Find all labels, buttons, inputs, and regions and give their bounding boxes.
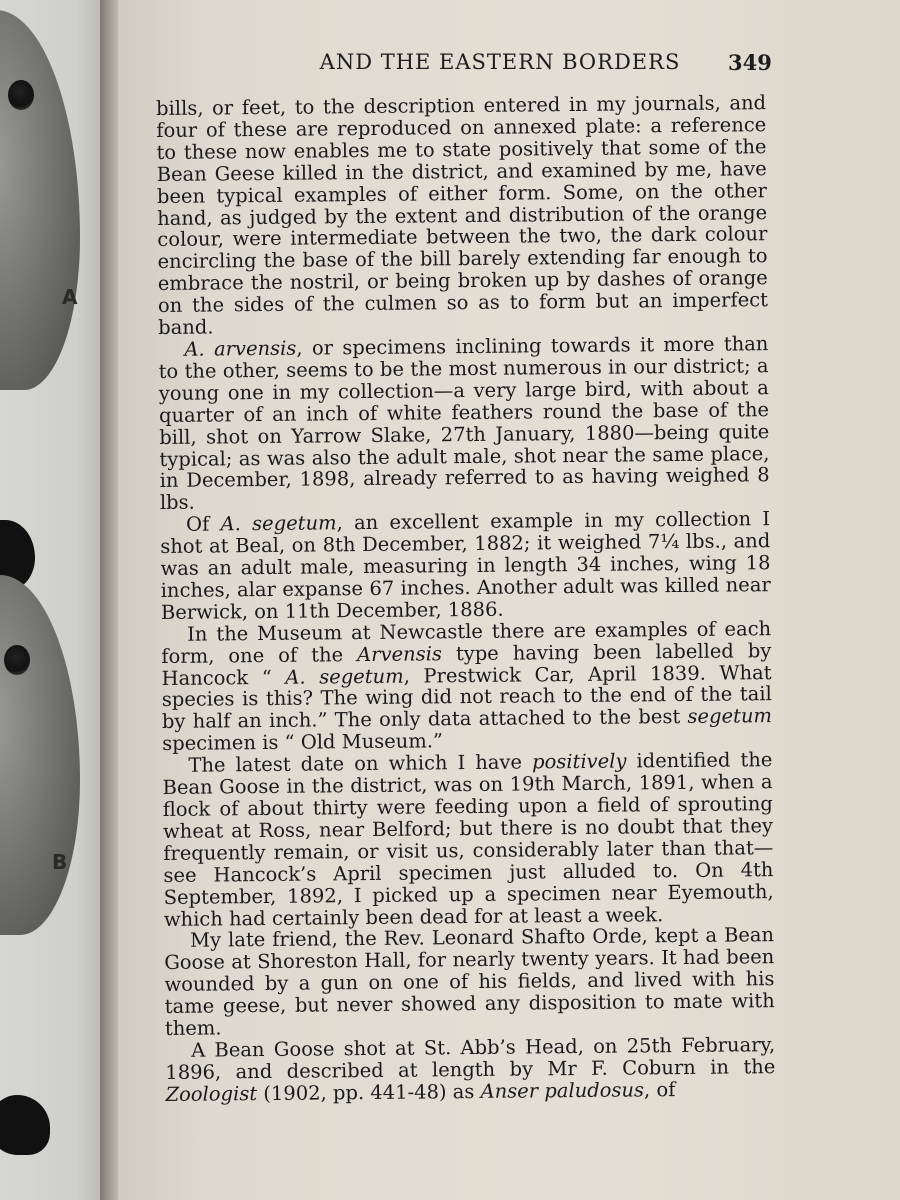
book-page xyxy=(118,0,900,1200)
italic-term: positively xyxy=(531,749,627,774)
paragraph-p5 xyxy=(162,749,774,930)
text-run: (1902, pp. 441-48) as xyxy=(257,1079,481,1105)
italic-term: Arvensis xyxy=(357,641,443,666)
running-head: AND THE EASTERN BORDERS xyxy=(319,50,681,74)
italic-term: Anser paludosus xyxy=(480,1078,645,1103)
goose-head-illustration-b xyxy=(0,575,80,935)
italic-term: A. segetum xyxy=(220,511,337,536)
text-run: , Prestwick Car, April 1839. What species is this? The wing did not reach to the end of the tail by half an inch.” The only data attached to the best xyxy=(161,660,772,734)
paragraph-p1 xyxy=(156,92,768,339)
text-run: My late friend, the Rev. Leonard Shafto Orde, kept a Bean Goose at Shoreston Hall, for nearly twenty years. It had been wounded by a gun on one of his fields, and lived with his tame geese, but never showed any disposition to mate with them. xyxy=(164,923,775,1041)
text-run: The latest date on which I have xyxy=(188,750,533,777)
text-run: , or specimens inclining towards it more than to the other, seems to be the most numerous in our district; a young one in my collection—a very large bird, with about a quarter of an inch of white feathers round the base of the bill, shot on Yarrow Slake, 27th January, 1880—being quite typical; as was also the adult male, shot near the same place, in December, 1898, already referred to as having weighed 8 lbs. xyxy=(158,332,770,515)
page-number: 349 xyxy=(728,50,772,75)
paragraph-p7 xyxy=(165,1034,776,1106)
text-run: A Bean Goose shot at St. Abb’s Head, on 25th February, 1896, and described at length by Mr F. Coburn in the xyxy=(165,1033,776,1084)
paragraph-p4 xyxy=(161,618,772,755)
plate-label-b: B xyxy=(52,850,68,874)
body-text xyxy=(156,92,776,1105)
goose-head-illustration-a xyxy=(0,10,80,390)
plate-label-a: A xyxy=(62,285,78,309)
italic-term: Zoologist xyxy=(165,1081,258,1106)
text-run: , of xyxy=(643,1077,676,1102)
text-run: identified the Bean Goose in the district, was on 19th March, 1891, when a flock of about thirty were feeding upon a field of sprouting wheat at Ross, near Belford; but there is no doubt that they frequently remain, or visit us, considerably later than that—see Hancock’s April specimen just alluded to. On 4th September, 1892, I picked up a specimen near Eyemouth, which had certainly been dead for at least a week. xyxy=(162,748,774,931)
paragraph-p3 xyxy=(160,508,771,623)
italic-term: A. segetum xyxy=(285,664,404,689)
italic-term: segetum xyxy=(687,704,773,729)
facing-plate-illustration xyxy=(0,0,108,1200)
text-run: In the Museum at Newcastle there are examples of each form, one of the xyxy=(161,616,772,668)
italic-term: A. arvensis xyxy=(184,336,297,361)
text-run: type having been labelled by Hancock “ xyxy=(161,638,772,690)
goose-eye-b xyxy=(4,645,30,675)
goose-bill-lower xyxy=(0,1095,50,1155)
goose-eye-a xyxy=(8,80,34,110)
paragraph-p2 xyxy=(158,333,770,514)
text-run: bills, or feet, to the description entered in my journals, and four of these are reproduced on annexed plate: a reference to these now enables me to state positively that some of the Bean Geese killed in the district, and examined by me, have been typical examples of either form. Some, on the other hand, as judged by the extent and distribution of the orange colour, were intermediate between the two, the dark colour encircling the base of the bill barely extending far enough to embrace the nostril, or being broken up by dashes of orange on the sides of the culmen so as to form but an imperfect band. xyxy=(155,91,769,340)
paragraph-p6 xyxy=(164,925,775,1040)
text-run: , an excellent example in my collection I shot at Beal, on 8th December, 1882; it weighed 7¼ lbs., and was an adult male, measuring in length 34 inches, wing 18 inches, alar expanse 67 inches. Another adult was killed near Berwick, on 11th December, 1886. xyxy=(160,507,771,624)
text-run: specimen is “ Old Museum.” xyxy=(162,729,444,756)
text-run: Of xyxy=(185,512,221,536)
